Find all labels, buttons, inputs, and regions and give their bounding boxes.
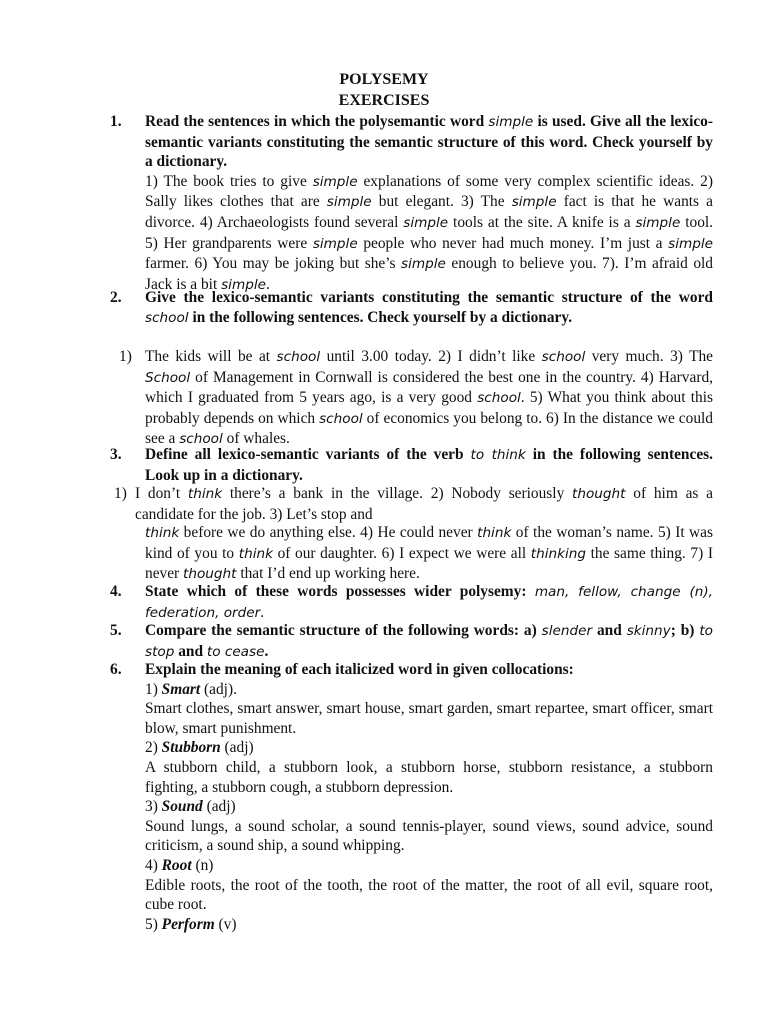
exercise-2-number: 2. — [110, 289, 122, 306]
exercise-5-number: 5. — [110, 622, 122, 639]
document-title: POLYSEMY — [339, 71, 429, 88]
exercise-6-instruction: Explain the meaning of each italicized word in given collocations: — [145, 661, 574, 678]
collocation-heading: 4) Root (n) — [145, 856, 214, 874]
collocation-list: Sound lungs, a sound scholar, a sound tennis-player, sound views, sound advice, sound criticism, a sound ship, a sound whipping. — [145, 817, 713, 855]
exercise-1 — [145, 112, 713, 295]
exercise-3-instruction: Define all lexico-semantic variants of the verb to think in the following sentences. Look up in a dictionary. — [145, 446, 713, 484]
exercise-2-instruction: Give the lexico-semantic variants constituting the semantic structure of the word school in the following sentences. Check yourself by a dictionary. — [145, 289, 713, 326]
exercise-2-sentences: The kids will be at school until 3.00 today. 2) I didn’t like school very much. 3) The School of Management in Cornwall is considered the best one in the country. 4) Harvard, which I graduated from 5 years ago, is a very good school. 5) What you think about this probably depends on which school of economics you belong to. 6) In the distance we could see a school of whales. — [145, 348, 714, 448]
collocation-list: Smart clothes, smart answer, smart house, smart garden, smart repartee, smart officer, smart blow, smart punishment. — [145, 700, 713, 737]
target-word: to think — [470, 447, 526, 463]
exercise-1-instruction: Read the sentences in which the polysemantic word simple is used. Give all the lexico-semantic variants constituting the semantic structure of this word. Check yourself by a dictionary. — [145, 113, 713, 171]
word-list: man, fellow, change (n), federation, order — [145, 584, 713, 621]
exercise-6-number: 6. — [110, 661, 122, 678]
exercise-3-sentences-rest: think before we do anything else. 4) He could never think of the woman’s name. 5) It was kind of you to think of our daughter. 6) I expect we were all thinking the same thing. 7) I never thought that I’d end up working here. — [145, 524, 713, 583]
exercise-3-sentences-first: I don’t think there’s a bank in the village. 2) Nobody seriously thought of him as a candidate for the job. 3) Let’s stop and — [135, 485, 713, 523]
exercise-3-number: 3. — [110, 446, 122, 463]
collocation-list: Edible roots, the root of the tooth, the root of the matter, the root of all evil, square root, cube root. — [145, 876, 713, 914]
exercise-2-sub-number: 1) — [119, 348, 132, 365]
exercise-1-number: 1. — [110, 113, 122, 130]
document-subtitle: EXERCISES — [338, 92, 430, 109]
exercise-6 — [145, 660, 713, 934]
exercise-4: State which of these words possesses wider polysemy: man, fellow, change (n), federation, order. — [145, 583, 713, 621]
collocation-heading: 2) Stubborn (adj) — [145, 739, 254, 757]
collocation-heading: 3) Sound (adj) — [145, 798, 236, 816]
exercise-3-sub-number: 1) — [114, 485, 127, 502]
target-word: school — [145, 309, 189, 326]
exercise-5: Compare the semantic structure of the following words: a) slender and skinny; b) to stop and to cease. — [145, 622, 713, 660]
collocation-heading: 1) Smart (adj). — [145, 680, 237, 698]
collocation-list: A stubborn child, a stubborn look, a stubborn horse, stubborn resistance, a stubborn fighting, a stubborn cough, a stubborn depression. — [145, 758, 713, 796]
collocation-heading: 5) Perform (v) — [145, 915, 237, 933]
target-word: simple — [488, 114, 534, 130]
exercise-1-sentences: 1) The book tries to give simple explanations of some very complex scientific ideas. 2) Sally likes clothes that are simple but elegant. 3) The simple fact is that he wants a divorce. 4) Archaeologists found several simple tools at the site. A knife is a simple tool. 5) Her grandparents were simple people who never had much money. I’m just a simple farmer. 6) You may be joking but she’s simple enough to believe you. 7). I’m afraid old Jack is a bit simple. — [145, 172, 714, 293]
exercise-4-number: 4. — [110, 583, 122, 600]
